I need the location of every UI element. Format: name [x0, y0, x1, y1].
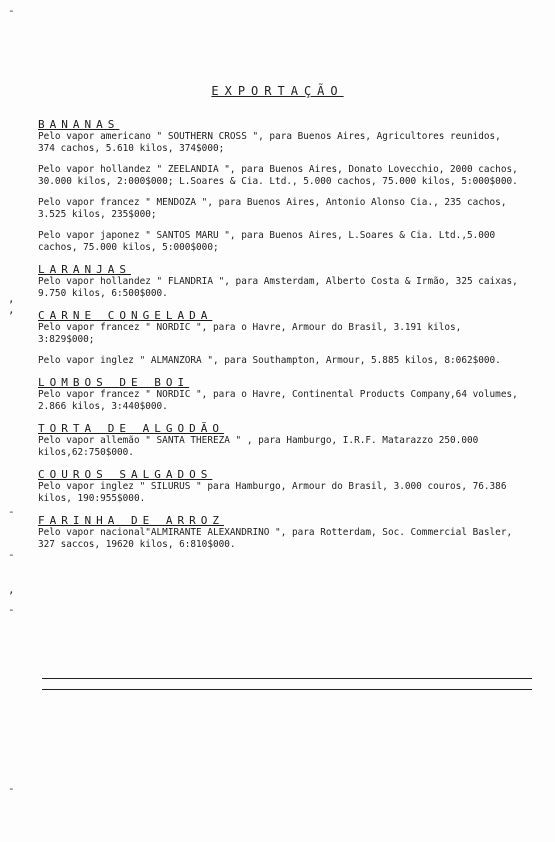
entry-item: Pelo vapor inglez " SILURUS " para Hamburgo, Armour do Brasil, 3.000 couros, 76.386 kilos, 190:955$000. [38, 481, 513, 504]
entry-item: Pelo vapor francez " NORDIC ", para o Havre, Armour do Brasil, 3.191 kilos, 3:829$000; [38, 322, 467, 345]
margin-mark: - [8, 603, 15, 616]
entry-item: Pelo vapor francez " MENDOZA ", para Buenos Aires, Antonio Alonso Cia., 235 cachos, 3.525 kilos, 235$000; [38, 197, 513, 220]
margin-mark: - [8, 548, 15, 561]
margin-mark: , [8, 583, 15, 596]
section-heading: FARINHA DE ARROZ [38, 514, 224, 527]
entry-item: Pelo vapor nacional"ALMIRANTE ALEXANDRINO ", para Rotterdam, Soc. Commercial Basler, 327 saccos, 19620 kilos, 6:810$000. [38, 527, 518, 550]
entry-item: Pelo vapor hollandez " ZEELANDIA ", para Buenos Aires, Donato Lovecchio, 2000 cachos, 30.000 kilos, 2:000$000; L.Soares & Cia. Ltd., 5.000 cachos, 75.000 kilos, 5:000$000. [38, 164, 524, 187]
section-heading: TORTA DE ALGODÃO [38, 422, 224, 435]
margin-mark: , [8, 303, 15, 316]
margin-mark: - [8, 782, 15, 795]
section-laranjas [38, 263, 524, 300]
entry-item: Pelo vapor japonez " SANTOS MARU ", para Buenos Aires, L.Soares & Cia. Ltd.,5.000 cachos, 75.000 kilos, 5:000$000; [38, 230, 501, 253]
section-lombos-de-boi [38, 376, 524, 413]
section-bananas [38, 118, 524, 254]
section-farinha-de-arroz [38, 514, 518, 551]
section-torta-de-algodao [38, 422, 518, 459]
entry-item: Pelo vapor americano " SOUTHERN CROSS ", para Buenos Aires, Agricultores reunidos, 374 cachos, 5.610 kilos, 374$000; [38, 131, 507, 154]
margin-mark: - [8, 505, 15, 518]
section-couros-salgados [38, 468, 518, 505]
entry-item: Pelo vapor francez " NORDIC ", para o Havre, Continental Products Company,64 volumes, 2.866 kilos, 3:440$000. [38, 389, 524, 412]
section-heading: BANANAS [38, 118, 120, 131]
export-entries [38, 118, 524, 560]
section-heading: COUROS SALGADOS [38, 468, 213, 481]
divider-line [42, 689, 532, 690]
entry-item: Pelo vapor allemão " SANTA THEREZA " , para Hamburgo, I.R.F. Matarazzo 250.000 kilos,62:750$000. [38, 435, 484, 458]
section-heading: LOMBOS DE BOI [38, 376, 190, 389]
section-carne-congelada [38, 309, 518, 367]
margin-mark: , [8, 292, 15, 305]
section-heading: CARNE CONGELADA [38, 309, 213, 322]
page-title: EXPORTAÇÃO [211, 84, 344, 98]
corner-mark: - [8, 4, 15, 17]
entry-item: Pelo vapor hollandez " FLANDRIA ", para Amsterdam, Alberto Costa & Irmão, 325 caixas, 9.750 kilos, 6:500$000. [38, 276, 524, 299]
section-heading: LARANJAS [38, 263, 131, 276]
divider-line [42, 678, 532, 679]
entry-item: Pelo vapor inglez " ALMANZORA ", para Southampton, Armour, 5.885 kilos, 8:062$000. [38, 355, 501, 366]
